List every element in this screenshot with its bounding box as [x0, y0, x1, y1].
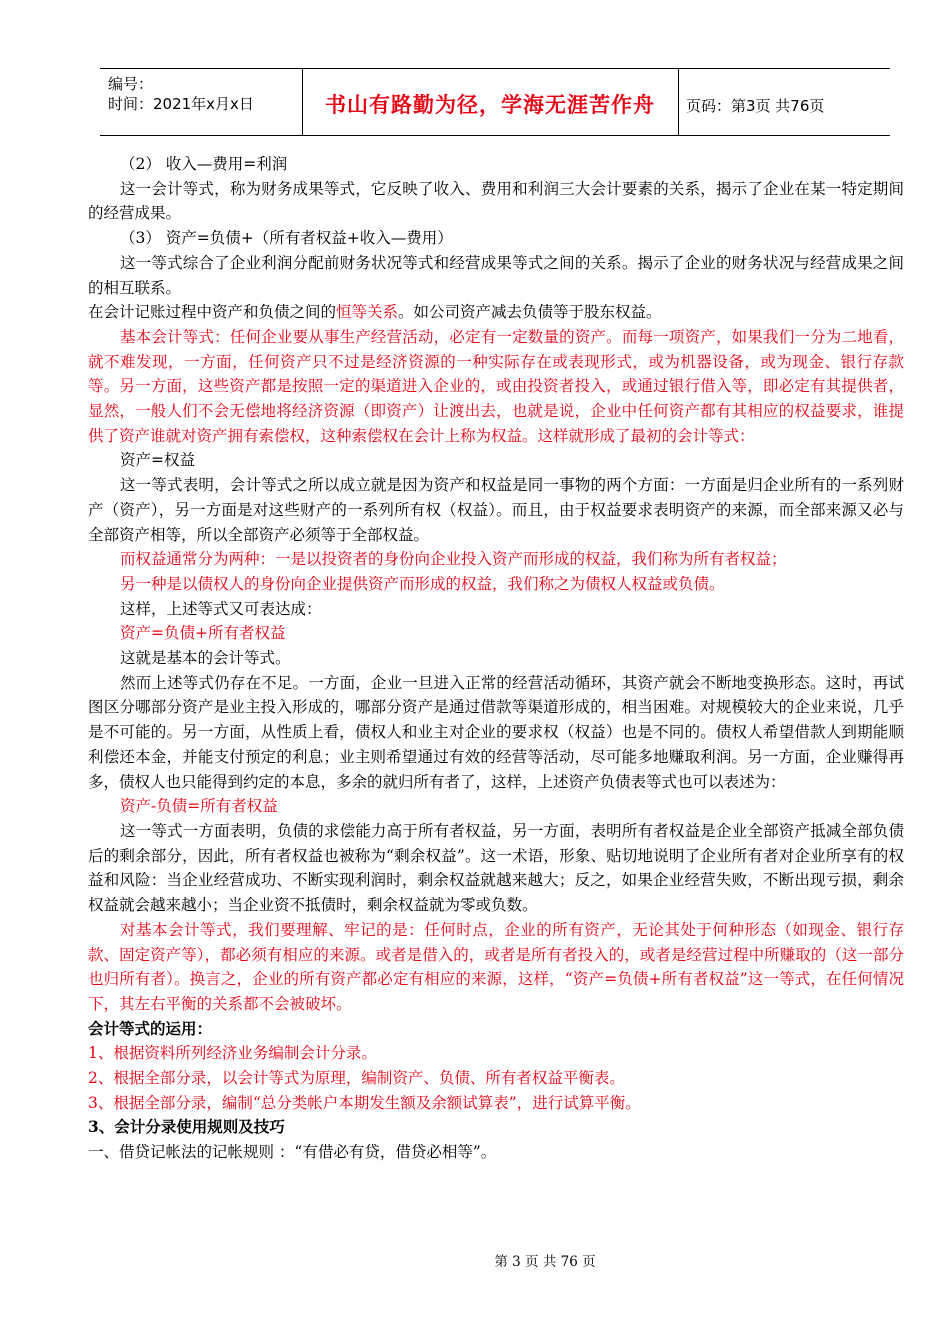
- list-item-1: 1、根据资料所列经济业务编制会计分录。: [88, 1044, 377, 1063]
- section-heading-entry-rules: 3、会计分录使用规则及技巧: [88, 1117, 285, 1137]
- identity-text-a: 在会计记账过程中资产和负债之间的: [88, 303, 337, 322]
- list-item-2: 2、根据全部分录，以会计等式为原理，编制资产、负债、所有者权益平衡表。: [88, 1069, 625, 1088]
- paragraph-equation-explanation: 这一等式表明，会计等式之所以成立就是因为资产和权益是同一事物的两个方面：一方面是归企业所有的一系列财产（资产），另一方面是对这些财产的一系列所有权（权益）。而且，由于权益要求表明资产的来源，而全部来源又必与全部资产相等，所以全部资产必须等于全部权益。: [88, 476, 904, 544]
- document-body: [88, 152, 904, 1165]
- paragraph-creditor-equity: 另一种是以债权人的身份向企业提供资产而形成的权益，我们称之为债权人权益或负债。: [120, 574, 725, 593]
- equation-assets-equity: 资产=权益: [120, 451, 195, 470]
- equation-2-heading: （2） 收入—费用=利润: [120, 155, 288, 173]
- paragraph-basic-equation: 基本会计等式：任何企业要从事生产经营活动，必定有一定数量的资产。而每一项资产，如果我们一分为二地看，就不难发现，一方面，任何资产只不过是经济资源的一种实际存在或表现形式，或为机器设备，或为现金、银行存款等。另一方面，这些资产都是按照一定的渠道进入企业的，或由投资者投入，或通过银行借入等，即必定有其提供者，显然，一般人们不会无偿地将经济资源（即资产）让渡出去，也就是说，企业中任何资产都有其相应的权益要求，谁提供了资产谁就对资产拥有索偿权，这种索偿权在会计上称为权益。这样就形成了最初的会计等式：: [88, 327, 904, 445]
- paragraph-equity-types: 而权益通常分为两种：一是以投资者的身份向企业投入资产而形成的权益，我们称为所有者权益；: [120, 550, 787, 569]
- paragraph-expressed-as: 这样，上述等式又可表达成：: [120, 599, 322, 618]
- header-motto-cell: [302, 69, 679, 135]
- document-number-label: 编号：: [108, 75, 154, 93]
- header-meta-cell: [100, 69, 303, 135]
- equation-assets-liabilities-owners: 资产=负债+所有者权益: [120, 624, 286, 643]
- identity-highlight: 恒等关系: [336, 303, 399, 322]
- paragraph-financial-result: 这一会计等式，称为财务成果等式，它反映了收入、费用和利润三大会计要素的关系，揭示了企业在某一特定期间的经营成果。: [88, 179, 904, 223]
- page-header: [100, 68, 890, 136]
- document-time-label: 时间：2021年x月x日: [108, 95, 254, 113]
- equation-residual: 资产-负债=所有者权益: [120, 797, 278, 816]
- paragraph-combined-equation: 这一等式综合了企业利润分配前财务状况等式和经营成果等式之间的关系。揭示了企业的财务状况与经营成果之间的相互联系。: [88, 253, 904, 297]
- paragraph-residual-equity: 这一等式一方面表明，负债的求偿能力高于所有者权益，另一方面，表明所有者权益是企业全部资产抵减全部负债后的剩余部分，因此，所有者权益也被称为“剩余权益”。这一术语，形象、贴切地说明了企业所有者对企业所享有的权益和风险：当企业经营成功、不断实现利润时，剩余权益就越来越大；反之，如果企业经营失败，不断出现亏损，剩余权益就会越来越小；当企业资不抵债时，剩余权益就为零或负数。: [88, 821, 904, 915]
- paragraph-identity-relation: [88, 300, 904, 325]
- header-page-cell: [678, 69, 890, 135]
- section-heading-application: 会计等式的运用：: [88, 1018, 213, 1038]
- header-motto: 书山有路勤为径，学海无涯苦作舟: [325, 93, 655, 117]
- header-page-info: 页码：第3页 共76页: [686, 97, 825, 115]
- paragraph-basic-equation-note: 这就是基本的会计等式。: [120, 649, 291, 668]
- page-footer: 第 3 页 共 76 页: [494, 1254, 596, 1270]
- paragraph-equation-limitations: 然而上述等式仍存在不足。一方面，企业一旦进入正常的经营活动循环，其资产就会不断地变换形态。这时，再试图区分哪部分资产是业主投入形成的，哪部分资产是通过借款等渠道形成的，相当困难。对规模较大的企业来说，几乎是不可能的。另一方面，从性质上看，债权人和业主对企业的要求权（权益）也是不同的。债权人希望借款人到期能顺利偿还本金，并能支付预定的利息；业主则希望通过有效的经营等活动，尽可能多地赚取利润。另一方面，企业赚得再多，债权人也只能得到约定的本息，多余的就归所有者了，这样，上述资产负债表等式也可以表述为：: [88, 673, 904, 791]
- paragraph-key-understanding: 对基本会计等式，我们要理解、牢记的是：任何时点，企业的所有资产，无论其处于何种形态（如现金、银行存款、固定资产等），都必须有相应的来源。或者是借入的，或者是所有者投入的，或者是经营过程中所赚取的（这一部分也归所有者）。换言之，企业的所有资产都必定有相应的来源，这样，“资产=负债+所有者权益”这一等式，在任何情况下，其左右平衡的关系都不会被破坏。: [88, 920, 904, 1013]
- list-item-3: 3、根据全部分录，编制“总分类帐户本期发生额及余额试算表”，进行试算平衡。: [88, 1093, 641, 1112]
- identity-text-c: 。如公司资产减去负债等于股东权益。: [398, 303, 662, 322]
- equation-3-heading: （3） 资产=负债+（所有者权益+收入—费用）: [120, 229, 453, 248]
- paragraph-debit-credit-rule: 一、借贷记帐法的记帐规则 ：“有借必有贷，借贷必相等”。: [88, 1143, 497, 1162]
